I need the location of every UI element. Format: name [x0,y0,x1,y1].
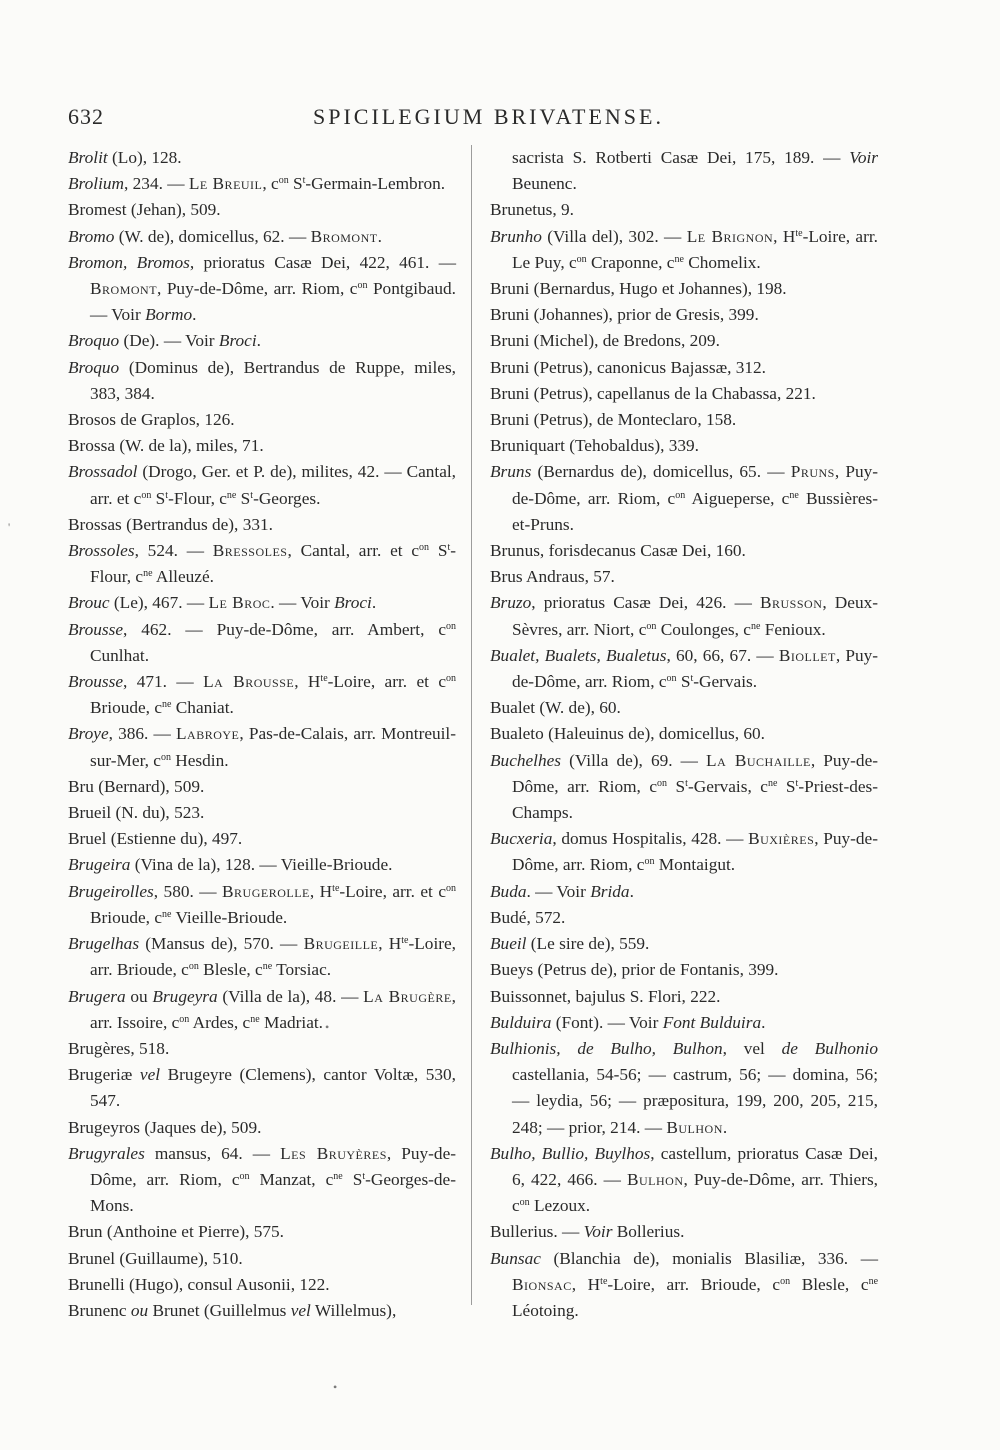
index-entry: Bulduira (Font). — Voir Font Bulduira. [490,1012,766,1032]
index-entry: Bucxeria, domus Hospitalis, 428. — Buxières, Puy-de-Dôme, arr. Riom, $c^{on}$ Montaigut. [490,829,878,875]
index-entry: Brousse, 471. — La Brousse, $H^{te}$-Loire, arr. et $c^{on}$ Brioude, $c^{ne}$ Chaniat. [68,672,456,718]
page-number: 632 [68,104,104,129]
index-entry: Bruns (Bernardus de), domicellus, 65. — Pruns, Puy-de-Dôme, arr. Riom, $c^{on}$ Aigueperse, $c^{ne}$ Bussières-et-Pruns. [490,462,878,534]
index-entry: Buissonnet, bajulus S. Flori, 222. [490,986,721,1006]
index-entry: Bulhionis, de Bulho, Bulhon, vel de Bulhonio castellania, 54-56; — castrum, 56; — domina, 56; — leydia, 56; — præpositura, 199, 200, 205, 215, 248; — prior, 214. — Bulhon. [490,1038,878,1137]
index-entry: Brossa (W. de la), miles, 71. [68,436,264,456]
index-entry: Bruniquart (Tehobaldus), 339. [490,436,700,456]
index-entry: Brugelhas (Mansus de), 570. — Brugeille, $H^{te}$-Loire, arr. Brioude, $c^{on}$ Blesle, $c^{ne}$ Torsiac. [68,934,456,980]
page-header [68,104,888,134]
index-entry: Brugeirolles, 580. — Brugerolle, $H^{te}$-Loire, arr. et $c^{on}$ Brioude, $c^{ne}$ Vieille-Brioude. [68,881,456,927]
index-column-left [68,145,456,1324]
index-entry: sacrista S. Rotberti Casæ Dei, 175, 189. — Voir Beunenc. [512,148,878,194]
index-entry: Bruzo, prioratus Casæ Dei, 426. — Brusson, Deux-Sèvres, arr. Niort, $c^{on}$ Coulonges, $c^{ne}$ Fenioux. [490,593,878,639]
index-entry: Brugeriæ vel Brugeyre (Clemens), cantor Voltæ, 530, 547. [68,1065,457,1111]
index-entry: Buchelhes (Villa de), 69. — La Buchaille, Puy-de-Dôme, arr. Riom, $c^{on}$ $S^t$-Gervais, $c^{ne}$ $S^t-Priest-des$-Champs. [490,750,879,823]
index-entry: Brueil (N. du), 523. [68,803,205,823]
index-entry: Brunenc ou Brunet (Guillelmus vel Willelmus), [68,1300,397,1320]
index-entry: Brolit (Lo), 128. [68,148,182,167]
column-divider [471,145,472,1305]
index-entry: Bru (Bernard), 509. [68,776,205,796]
index-entry: Brouc (Le), 467. — Le Broc. — Voir Broci. [68,593,377,613]
index-entry: Bullerius. — Voir Bollerius. [490,1222,685,1242]
index-entry: Broquo (Dominus de), Bertrandus de Ruppe, miles, 383, 384. [68,357,456,403]
index-entry: Bromon, Bromos, prioratus Casæ Dei, 422, 461. — Bromont, Puy-de-Dôme, arr. Riom, $c^{on}$ Pontgibaud. — Voir Bormo. [68,252,456,325]
index-entry: Bruni (Petrus), canonicus Bajassæ, 312. [490,357,766,377]
index-entry: Bulho, Bullio, Buylhos, castellum, prioratus Casæ Dei, 6, 422, 466. — Bulhon, Puy-de-Dôme, arr. Thiers, $c^{on}$ Lezoux. [490,1143,878,1216]
margin-speck: • [325,1020,330,1034]
index-entry: Brunetus, 9. [490,200,575,220]
index-entry: Bualet (W. de), 60. [490,698,621,718]
margin-speck: ' [8,520,11,534]
index-entry: Brunelli (Hugo), consul Ausonii, 122. [68,1274,330,1294]
running-title: SPICILEGIUM BRIVATENSE. [313,104,664,129]
index-entry: Budé, 572. [490,907,566,927]
index-entry: Bueys (Petrus de), prior de Fontanis, 399. [490,960,779,980]
index-entry: Bualeto (Haleuinus de), domicellus, 60. [490,724,765,744]
index-entry: Broquo (De). — Voir Broci. [68,331,261,351]
index-entry: Bruni (Michel), de Bredons, 209. [490,331,720,351]
index-entry: Brosos de Graplos, 126. [68,410,235,430]
index-entry: Brugères, 518. [68,1038,170,1058]
index-column-right [490,145,878,1324]
index-entry: Brunel (Guillaume), 510. [68,1248,243,1268]
index-entry: Brolium, 234. — Le Breuil, $c^{on}$ $S^t-Germain$-Lembron. [68,174,446,194]
index-entry: Brus Andraus, 57. [490,567,615,587]
index-entry: Bruel (Estienne du), 497. [68,829,243,849]
index-entry: Bromo (W. de), domicellus, 62. — Bromont. [68,226,382,246]
index-entry: Brossas (Bertrandus de), 331. [68,514,273,534]
index-entry: Buda. — Voir Brida. [490,881,634,901]
index-entry: Bueil (Le sire de), 559. [490,934,650,954]
index-entry: Bunsac (Blanchia de), monialis Blasiliæ, 336. — Bionsac, $H^{te}$-Loire, arr. Brioude, $c^{on}$ Blesle, $c^{ne}$ Léotoing. [490,1248,879,1320]
index-entry: Brunho (Villa del), 302. — Le Brignon, $H^{te}$-Loire, arr. Le Puy, $c^{on}$ Craponne, $c^{ne}$ Chomelix. [490,226,878,272]
index-entry: Brugyrales mansus, 64. — Les Bruyères, Puy-de-Dôme, arr. Riom, $c^{on}$ Manzat, $c^{ne}$ $S^t-Georges-de$-Mons. [68,1143,456,1216]
index-entry: Brousse, 462. — Puy-de-Dôme, arr. Ambert, $c^{on}$ Cunlhat. [68,619,456,665]
index-entry: Brugeira (Vina de la), 128. — Vieille-Brioude. [68,855,393,875]
margin-speck: • [333,1380,338,1394]
index-entry: Brunus, forisdecanus Casæ Dei, 160. [490,541,746,561]
index-entry: Brun (Anthoine et Pierre), 575. [68,1222,284,1242]
index-entry: Brugeyros (Jaques de), 509. [68,1117,262,1137]
index-entry: Brossoles, 524. — Bressoles, Cantal, arr. et $c^{on}$ $S^t$-Flour, $c^{ne}$ Alleuzé. [68,541,456,587]
index-entry: Bromest (Jehan), 509. [68,200,221,220]
index-entry: Bualet, Bualets, Bualetus, 60, 66, 67. — Biollet, Puy-de-Dôme, arr. Riom, $c^{on}$ $S^t$-Gervais. [490,645,879,692]
index-entry: Broye, 386. — Labroye, Pas-de-Calais, arr. Montreuil-sur-Mer, $c^{on}$ Hesdin. [68,724,456,770]
index-entry: Brossadol (Drogo, Ger. et P. de), milites, 42. — Cantal, arr. et $c^{on}$ $S^t$-Flour, $c^{ne}$ $S^t$-Georges. [68,462,456,508]
index-entry: Brugera ou Brugeyra (Villa de la), 48. — La Brugère, arr. Issoire, $c^{on}$ Ardes, $c^{ne}$ Madriat. [68,986,456,1032]
index-entry: Bruni (Petrus), de Monteclaro, 158. [490,410,737,430]
index-entry: Bruni (Petrus), capellanus de la Chabassa, 221. [490,383,816,403]
index-entry: Bruni (Bernardus, Hugo et Johannes), 198. [490,279,787,299]
index-entry: Bruni (Johannes), prior de Gresis, 399. [490,305,759,325]
